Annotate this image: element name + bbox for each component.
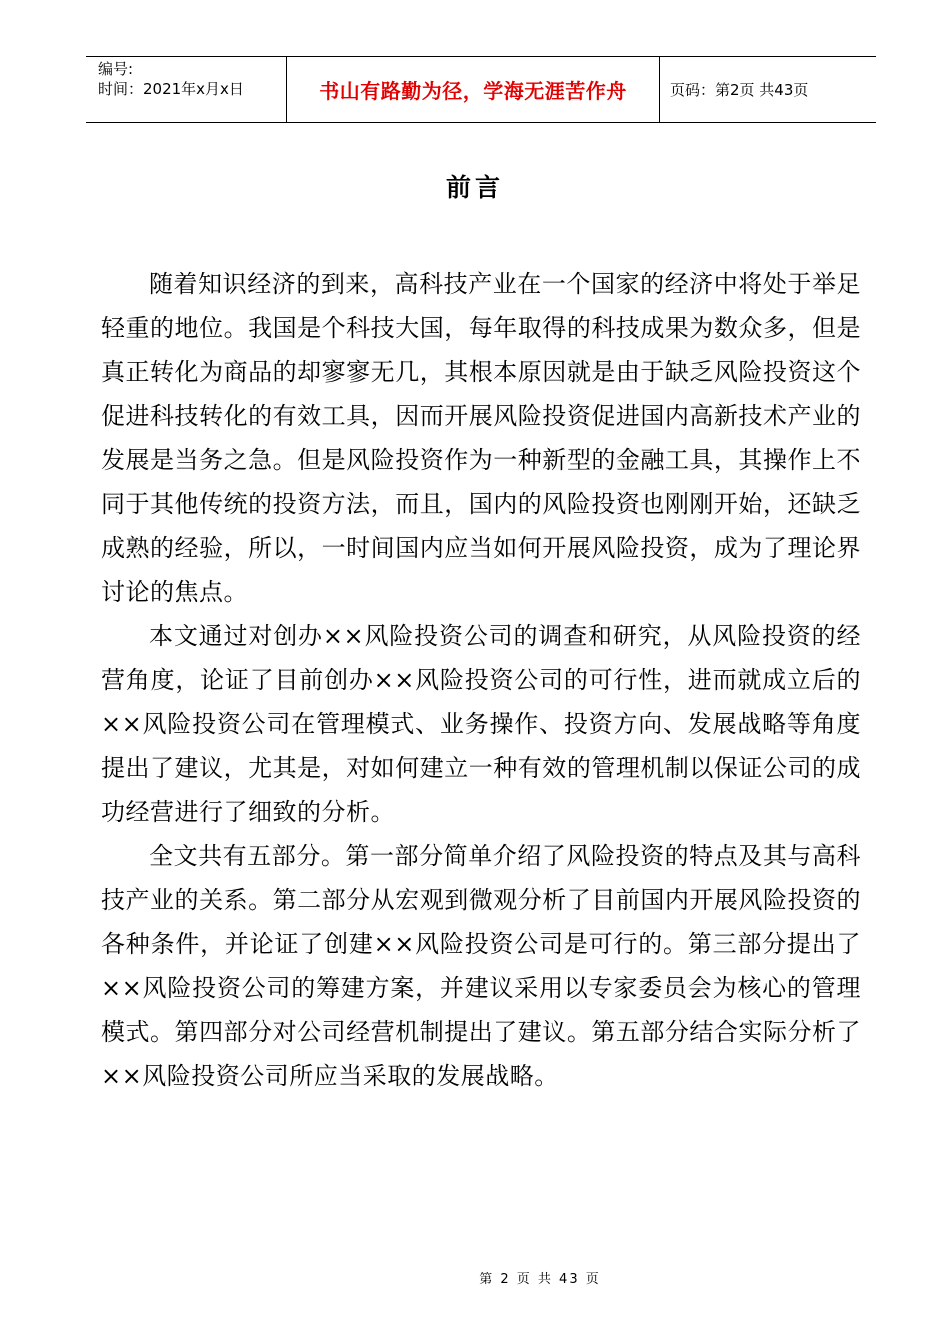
page-title: 前言 — [445, 173, 504, 202]
paragraph-3: 全文共有五部分。第一部分简单介绍了风险投资的特点及其与高科技产业的关系。第二部分从宏观到微观分析了目前国内开展风险投资的各种条件，并论证了创建××风险投资公司是可行的。第三部分提出了××风险投资公司的筹建方案，并建议采用以专家委员会为核心的管理模式。第四部分对公司经营机制提出了建议。第五部分结合实际分析了××风险投资公司所应当采取的发展战略。 — [101, 842, 861, 1090]
paragraph-2: 本文通过对创办××风险投资公司的调查和研究，从风险投资的经营角度，论证了目前创办××风险投资公司的可行性，进而就成立后的××风险投资公司在管理模式、业务操作、投资方向、发展战略等角度提出了建议，尤其是，对如何建立一种有效的管理机制以保证公司的成功经营进行了细致的分析。 — [101, 622, 861, 826]
document-body — [101, 262, 861, 1098]
header-motto: 书山有路勤为径，学海无涯苦作舟 — [287, 57, 660, 122]
header-meta — [86, 57, 287, 122]
paragraph-1: 随着知识经济的到来，高科技产业在一个国家的经济中将处于举足轻重的地位。我国是个科技大国，每年取得的科技成果为数众多，但是真正转化为商品的却寥寥无几，其根本原因就是由于缺乏风险投资这个促进科技转化的有效工具，因而开展风险投资促进国内高新技术产业的发展是当务之急。但是风险投资作为一种新型的金融工具，其操作上不同于其他传统的投资方法，而且，国内的风险投资也刚刚开始，还缺乏成熟的经验，所以，一时间国内应当如何开展风险投资，成为了理论界讨论的焦点。 — [101, 270, 861, 606]
header-page-info: 页码：第2页 共43页 — [670, 81, 809, 99]
document-number-label: 编号: — [98, 60, 134, 78]
document-time-label: 时间：2021年x月x日 — [98, 80, 244, 98]
page-header — [86, 56, 876, 123]
page-footer: 第 2 页 共 43 页 — [479, 1272, 601, 1287]
